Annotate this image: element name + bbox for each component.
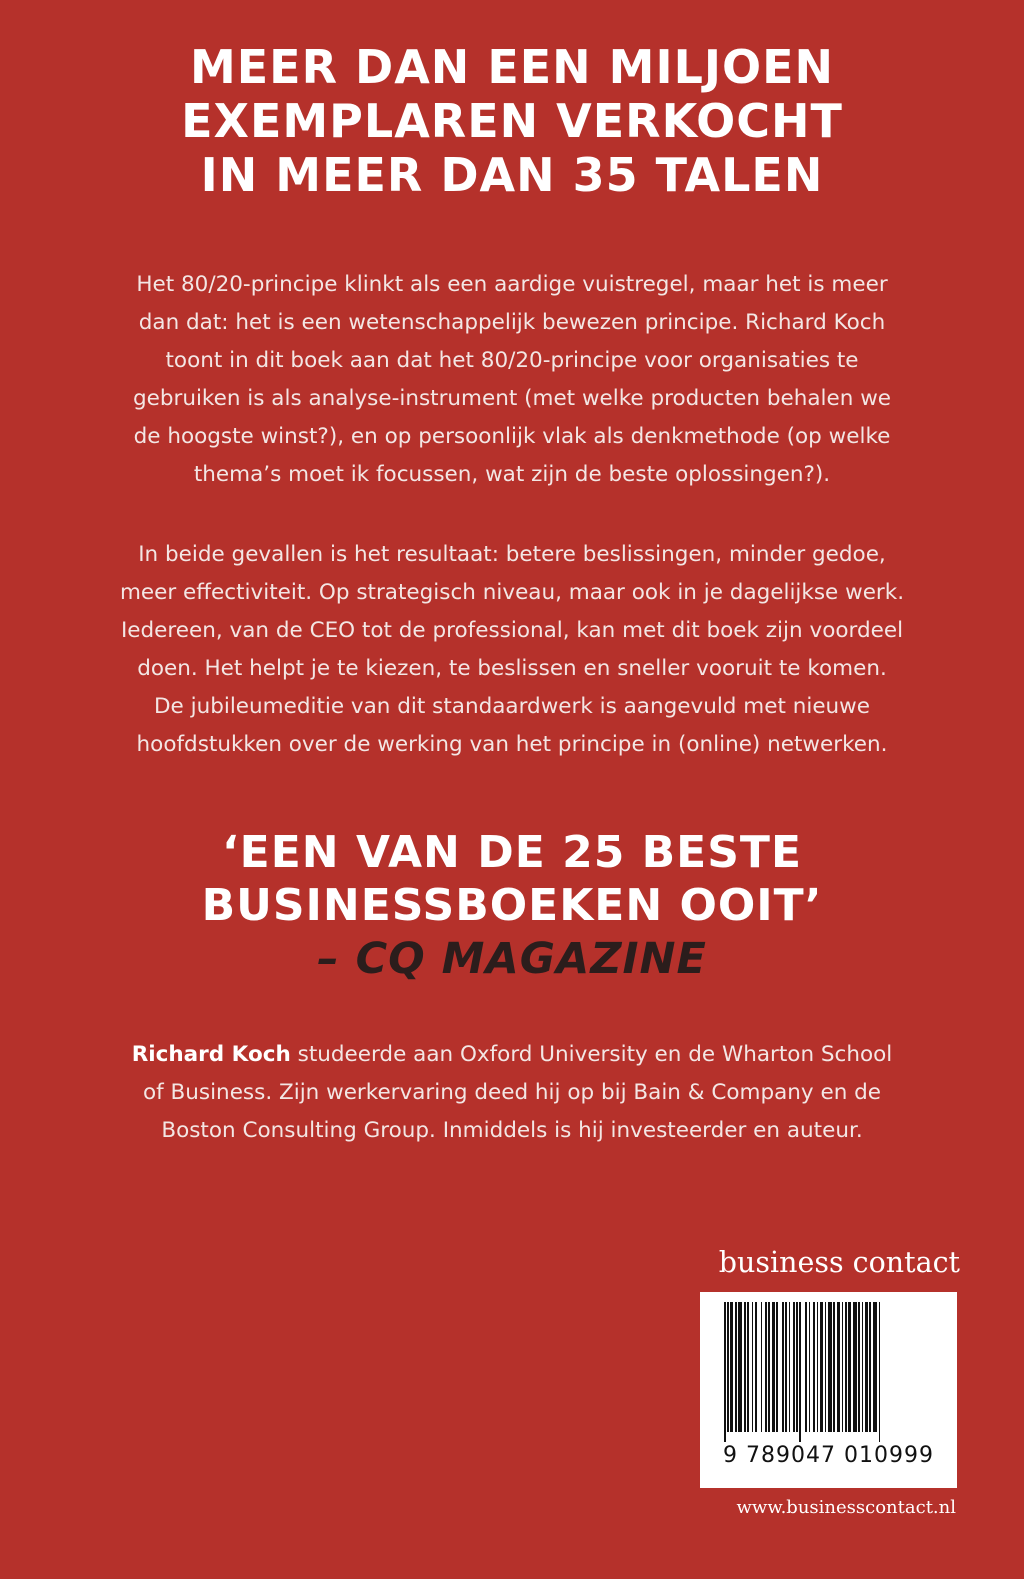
barcode-bar <box>768 1302 770 1432</box>
isbn-number: 9 789047 010999 <box>723 1443 934 1468</box>
barcode-bar <box>813 1302 815 1432</box>
quote-line-2: BUSINESSBOEKEN OOIT’ <box>201 880 823 931</box>
barcode-bar <box>825 1302 826 1432</box>
barcode-bar <box>789 1302 790 1432</box>
barcode-bar <box>820 1302 823 1432</box>
barcode-bar <box>738 1302 742 1432</box>
description-line: De jubileumeditie van dit standaardwerk is aangevuld met nieuwe <box>153 694 870 719</box>
headline-line-2: EXEMPLAREN VERKOCHT <box>181 94 843 148</box>
description-line: Iedereen, van de CEO tot de professional, kan met dit boek zijn voordeel <box>120 618 904 643</box>
quote-source: – CQ MAGAZINE <box>317 934 707 984</box>
barcode-bar <box>776 1302 778 1432</box>
barcode-bar <box>869 1302 871 1432</box>
author-bio <box>70 1036 954 1150</box>
description-paragraph-2 <box>70 536 954 764</box>
barcode-bar <box>744 1302 746 1432</box>
barcode-bar <box>730 1302 733 1432</box>
barcode-bar <box>805 1302 807 1432</box>
barcode-bar <box>809 1302 810 1432</box>
barcode-bar <box>879 1302 880 1442</box>
barcode-bar <box>833 1302 835 1432</box>
barcode-bar <box>845 1302 847 1432</box>
description-line: meer effectiviteit. Op strategisch niveau, maar ook in je dagelijkse werk. <box>119 580 905 605</box>
description-line: thema’s moet ik focussen, wat zijn de beste oplossingen?). <box>193 462 831 487</box>
barcode-bar <box>799 1302 801 1442</box>
barcode-bar <box>873 1302 877 1432</box>
author-bio-line-2: of Business. Zijn werkervaring deed hij op bij Bain & Company en de <box>142 1080 882 1105</box>
author-bio-line-1: studeerde aan Oxford University en de Wharton School <box>290 1042 893 1067</box>
description-line: Het 80/20-principe klinkt als een aardige vuistregel, maar het is meer <box>136 272 888 297</box>
barcode-bar <box>853 1302 857 1432</box>
barcode-bars <box>724 1302 933 1442</box>
barcode-bar <box>765 1302 767 1432</box>
barcode-bar <box>782 1302 784 1432</box>
headline-line-1: MEER DAN EEN MILJOEN <box>189 40 835 94</box>
barcode <box>700 1292 957 1488</box>
barcode-bar <box>837 1302 840 1432</box>
description-line: doen. Het helpt je te kiezen, te beslissen en sneller vooruit te komen. <box>137 656 887 681</box>
barcode-bar <box>828 1302 832 1432</box>
barcode-bar <box>761 1302 762 1432</box>
barcode-bar <box>727 1302 729 1432</box>
barcode-bar <box>793 1302 795 1432</box>
publisher-logo: business contact <box>718 1246 960 1279</box>
description-paragraph-1 <box>70 266 954 494</box>
barcode-bar <box>724 1302 726 1442</box>
barcode-bar <box>772 1302 775 1432</box>
quote-line-1: ‘EEN VAN DE 25 BESTE <box>221 827 803 878</box>
barcode-bar <box>785 1302 787 1432</box>
barcode-bar <box>735 1302 737 1432</box>
barcode-bar <box>848 1302 851 1432</box>
description-line: de hoogste winst?), en op persoonlijk vlak als denkmethode (op welke <box>133 424 891 449</box>
description-line: hoofdstukken over de werking van het principe in (online) netwerken. <box>136 732 888 757</box>
author-name: Richard Koch <box>131 1042 291 1067</box>
review-quote <box>0 826 1024 932</box>
publisher-website: www.businesscontact.nl <box>736 1497 956 1518</box>
author-bio-line-3: Boston Consulting Group. Inmiddels is hij investeerder en auteur. <box>161 1118 863 1143</box>
headline-line-3: IN MEER DAN 35 TALEN <box>200 148 824 202</box>
barcode-bar <box>755 1302 757 1432</box>
headline <box>0 40 1024 202</box>
description-line: dan dat: het is een wetenschappelijk bewezen principe. Richard Koch <box>138 310 886 335</box>
description-line: gebruiken is als analyse-instrument (met welke producten behalen we <box>132 386 892 411</box>
barcode-bar <box>865 1302 868 1432</box>
barcode-bar <box>842 1302 843 1432</box>
description-line: toont in dit boek aan dat het 80/20-principe voor organisaties te <box>165 348 859 373</box>
barcode-bar <box>858 1302 860 1432</box>
description-line: In beide gevallen is het resultaat: betere beslissingen, minder gedoe, <box>138 542 886 567</box>
barcode-bar <box>862 1302 863 1432</box>
barcode-bar <box>817 1302 818 1432</box>
barcode-bar <box>747 1302 749 1432</box>
barcode-bar <box>796 1302 798 1432</box>
barcode-bar <box>752 1302 753 1432</box>
